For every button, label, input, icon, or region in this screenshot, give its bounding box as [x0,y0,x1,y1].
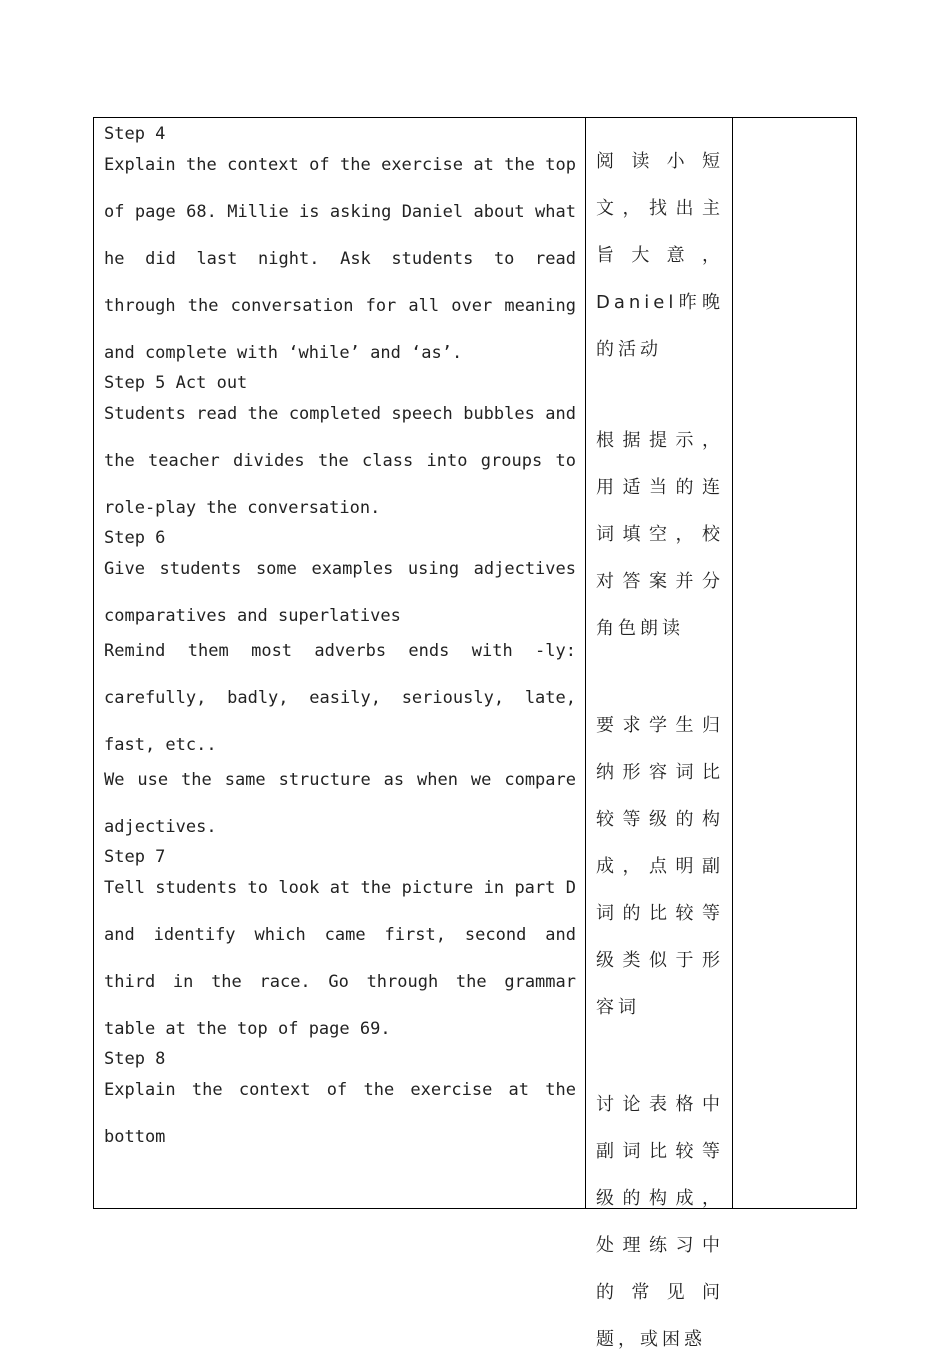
note-spacer [596,652,724,699]
step4-heading: Step 4 [104,124,166,144]
step7-heading: Step 7 [104,847,166,867]
step8-heading: Step 8 [104,1049,166,1069]
step6-text-adverbs: Remind them most adverbs ends with -ly: carefully, badly, easily, seriously, late, fast, etc.. [104,641,576,755]
note-step7: 讨论表格中副词比较等级的构成，处理练习中的常见问题，或困惑 [596,1094,724,1350]
step7-text: Tell students to look at the picture in part D and identify which came first, second and third in the race. Go through the grammar table at the top of page 69. [104,878,576,1039]
note-step6: 要求学生归纳形容词比较等级的构成，点明副词的比较等级类似于形容词 [596,715,724,1018]
teaching-procedure-column [104,122,576,1161]
step4-text: Explain the context of the exercise at the top of page 68. Millie is asking Daniel about what he did last night. Ask students to read through the conversation for all over meaning and complete with ‘while’ and ‘as’. [104,155,576,363]
student-activity-column [596,138,724,1363]
step6-heading: Step 6 [104,528,166,548]
step6-text-structure: We use the same structure as when we compare adjectives. [104,770,576,837]
note-spacer [596,373,724,420]
lesson-plan-table [93,117,857,1350]
step5-heading: Step 5 Act out [104,373,248,393]
note-spacer [596,1031,724,1078]
column-divider [585,118,586,1208]
note-step5: 根据提示，用适当的连词填空，校对答案并分角色朗读 [596,430,724,639]
step5-text: Students read the completed speech bubbles and the teacher divides the class into groups to role-play the conversation. [104,404,576,518]
step8-text: Explain the context of the exercise at the bottom [104,1080,576,1147]
note-step4: 阅读小短文，找出主旨大意，Daniel昨晚的活动 [596,151,724,360]
step6-text-examples: Give students some examples using adjectives comparatives and superlatives [104,559,576,626]
column-divider [732,118,733,1208]
